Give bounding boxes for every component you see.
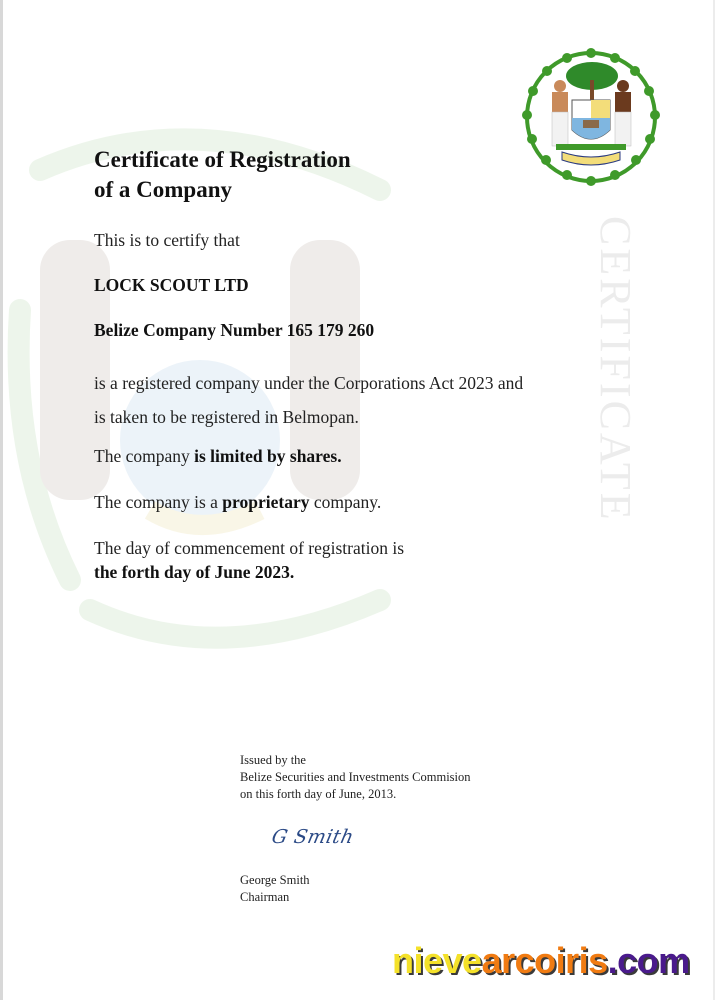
commencement-date: the forth day of June 2023. <box>94 562 295 582</box>
watermark-part-1: nieve <box>392 940 482 981</box>
limited-prefix: The company <box>94 446 195 466</box>
company-number: Belize Company Number 165 179 260 <box>94 320 375 340</box>
registration-line-1: is a registered company under the Corporations Act 2023 and <box>94 373 524 393</box>
signature: G Smith <box>269 826 357 848</box>
belize-coat-of-arms-icon <box>520 44 662 190</box>
company-type-statement <box>94 491 381 513</box>
title-line-2: of a Company <box>94 177 233 202</box>
issuer-block <box>240 752 471 803</box>
limited-bold: is limited by shares. <box>194 446 342 466</box>
signer-title: Chairman <box>240 890 290 904</box>
type-suffix: company. <box>309 492 382 512</box>
vertical-certificate-watermark: CERTIFICATE <box>591 216 640 523</box>
issuer-line-2: Belize Securities and Investments Commision <box>240 770 471 784</box>
certificate-title <box>94 145 351 205</box>
watermark-part-2: arcoiris <box>481 940 608 981</box>
page-right-edge <box>713 0 715 1000</box>
commencement-statement <box>94 536 404 584</box>
limited-statement <box>94 445 342 467</box>
registration-line-2: is taken to be registered in Belmopan. <box>94 407 359 427</box>
watermark-part-3: .com <box>607 940 690 981</box>
issuer-line-3: on this forth day of June, 2013. <box>240 787 397 801</box>
type-bold: proprietary <box>222 492 310 512</box>
commencement-line: The day of commencement of registration is <box>94 538 405 558</box>
signer-name: George Smith <box>240 873 310 887</box>
type-prefix: The company is a <box>94 492 223 512</box>
title-line-1: Certificate of Registration <box>94 147 351 172</box>
registration-statement <box>94 366 523 434</box>
signer-block <box>240 872 310 906</box>
site-watermark <box>392 940 690 982</box>
issuer-line-1: Issued by the <box>240 753 306 767</box>
intro-text: This is to certify that <box>94 230 240 250</box>
company-name: LOCK SCOUT LTD <box>94 275 249 295</box>
